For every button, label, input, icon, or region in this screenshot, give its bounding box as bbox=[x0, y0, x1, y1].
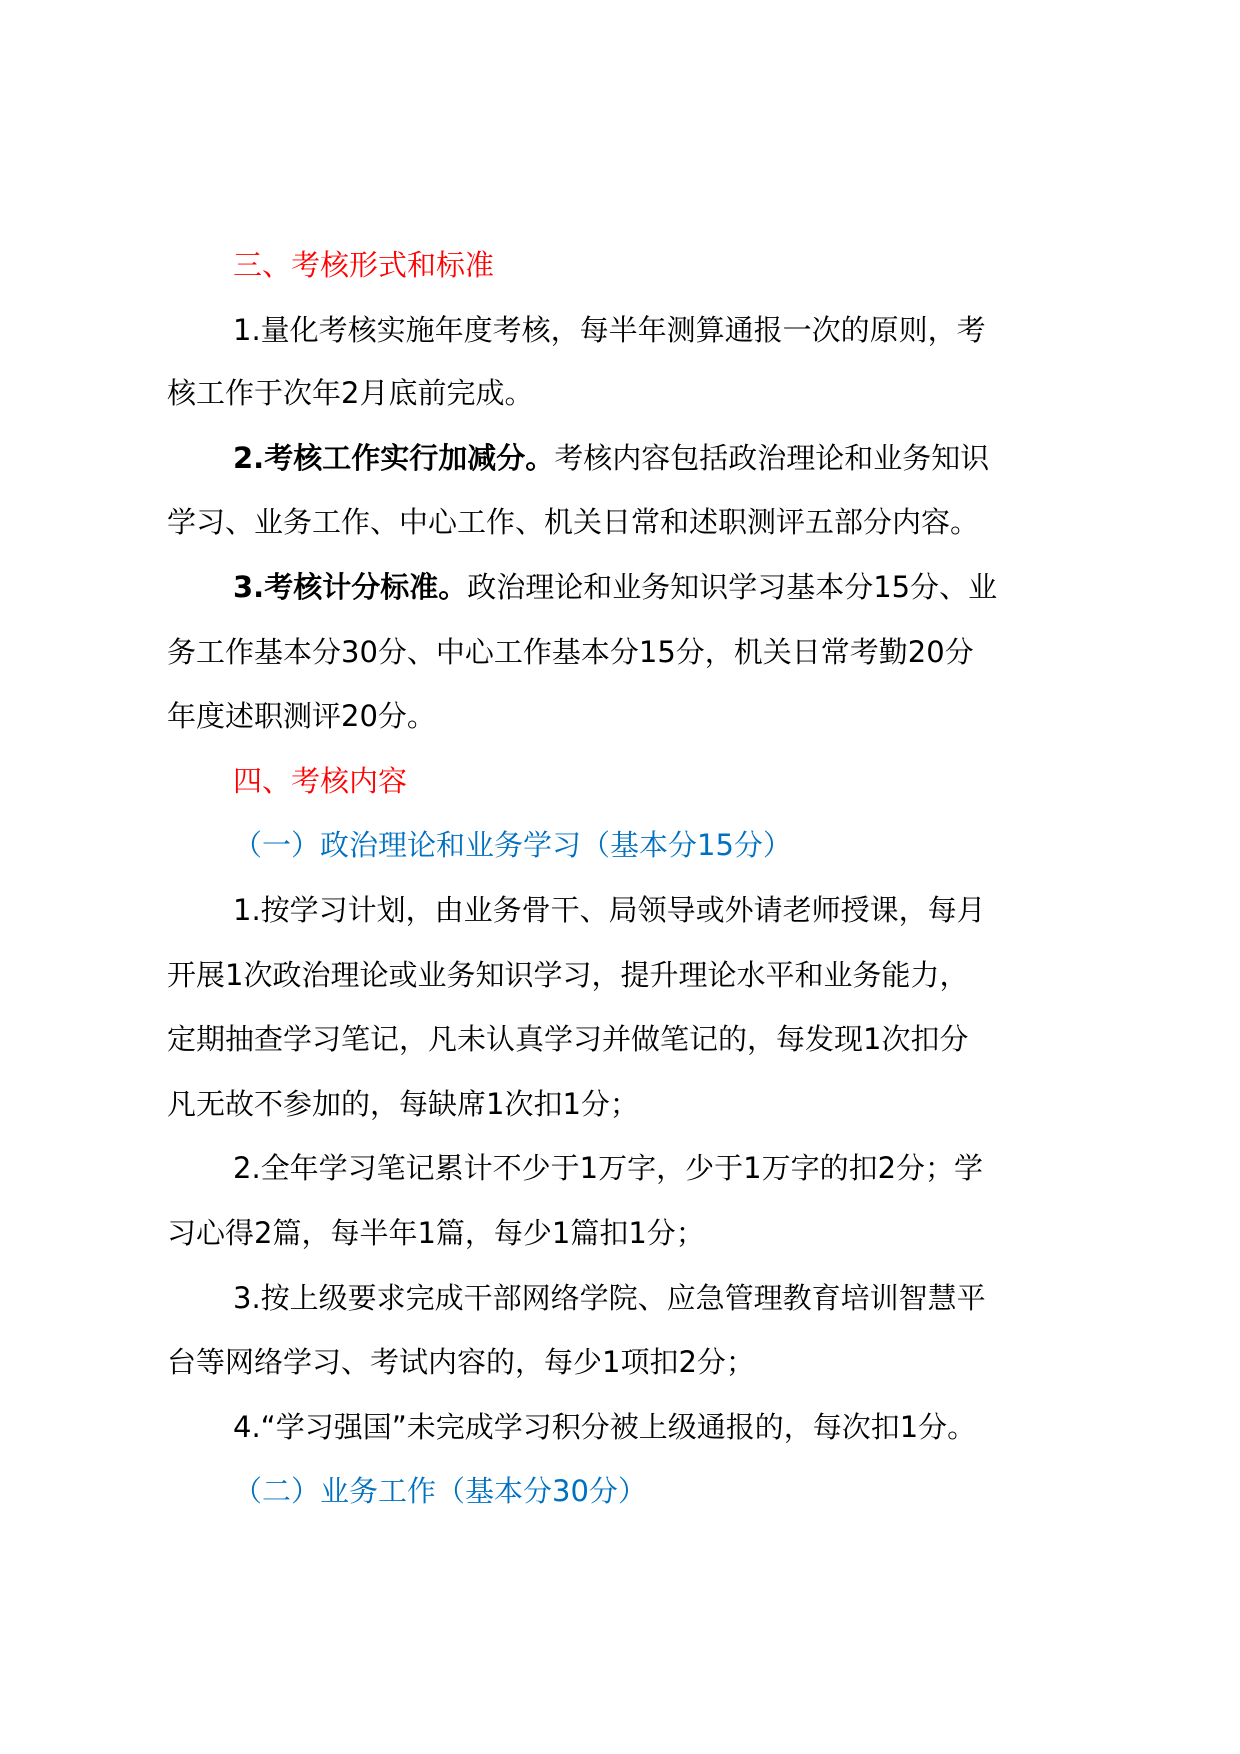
paragraph-line: 习心得2篇，每半年1篇，每少1篇扣1分； bbox=[167, 1216, 705, 1250]
paragraph-line: 台等网络学习、考试内容的，每少1项扣2分； bbox=[167, 1345, 755, 1379]
paragraph-line: 1.量化考核实施年度考核，每半年测算通报一次的原则，考 bbox=[233, 313, 986, 347]
bold-lead: 3.考核计分标准。 bbox=[233, 570, 468, 604]
paragraph-line: 1.按学习计划，由业务骨干、局领导或外请老师授课，每月 bbox=[233, 893, 986, 927]
paragraph-line: 4.“学习强国”未完成学习积分被上级通报的，每次扣1分。 bbox=[233, 1410, 977, 1444]
subsection-heading-2: （二）业务工作（基本分30分） bbox=[233, 1474, 647, 1508]
paragraph-line: 定期抽查学习笔记，凡未认真学习并做笔记的，每发现1次扣分 bbox=[167, 1022, 969, 1056]
paragraph-text: 政治理论和业务知识学习基本分15分、业 bbox=[467, 570, 998, 604]
subsection-heading-1: （一）政治理论和业务学习（基本分15分） bbox=[233, 828, 792, 862]
paragraph-line bbox=[233, 438, 989, 478]
paragraph-line: 务工作基本分30分、中心工作基本分15分，机关日常考勤20分 bbox=[167, 635, 974, 669]
paragraph-line: 凡无故不参加的，每缺席1次扣1分； bbox=[167, 1087, 639, 1121]
paragraph-line bbox=[233, 567, 997, 607]
paragraph-text: 考核内容包括政治理论和业务知识 bbox=[554, 441, 990, 475]
section-heading-4: 四、考核内容 bbox=[233, 764, 408, 798]
paragraph-line: 年度述职测评20分。 bbox=[167, 699, 436, 733]
paragraph-line: 3.按上级要求完成干部网络学院、应急管理教育培训智慧平 bbox=[233, 1281, 986, 1315]
paragraph-line: 2.全年学习笔记累计不少于1万字，少于1万字的扣2分；学 bbox=[233, 1151, 984, 1185]
paragraph-line: 学习、业务工作、中心工作、机关日常和述职测评五部分内容。 bbox=[167, 505, 980, 539]
section-heading-3: 三、考核形式和标准 bbox=[233, 248, 495, 282]
bold-lead: 2.考核工作实行加减分。 bbox=[233, 441, 555, 475]
paragraph-line: 核工作于次年2月底前完成。 bbox=[167, 376, 534, 410]
paragraph-line: 开展1次政治理论或业务知识学习，提升理论水平和业务能力， bbox=[167, 958, 969, 992]
